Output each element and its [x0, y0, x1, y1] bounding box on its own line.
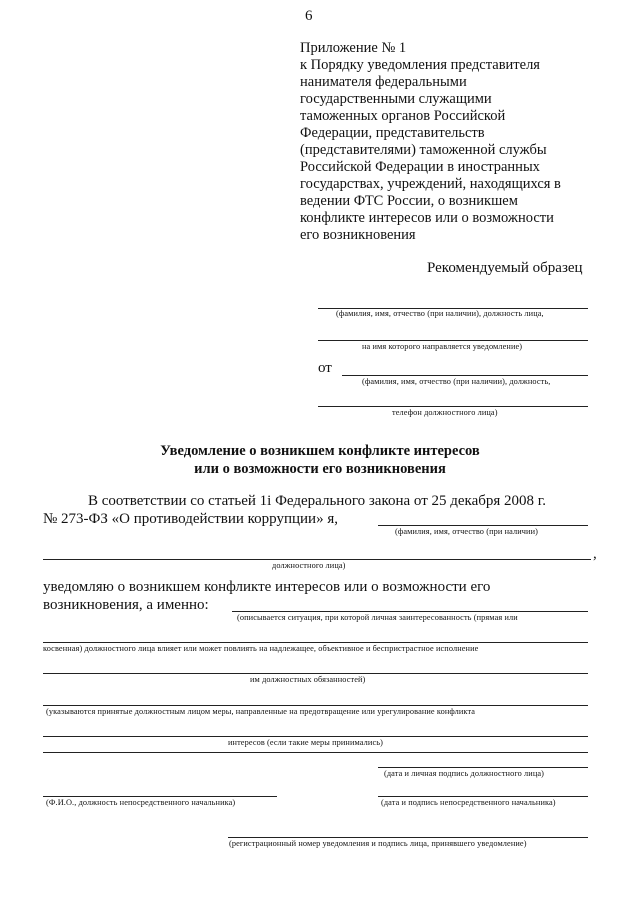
addressee-name-line-2[interactable] — [318, 340, 588, 341]
boss-fio-line[interactable] — [43, 796, 277, 797]
situation-caption-3: им должностных обязанностей) — [250, 675, 366, 684]
appendix-line: Приложение № 1 — [300, 40, 407, 56]
addressee-caption-2: на имя которого направляется уведомление) — [362, 342, 523, 351]
page-number: 6 — [305, 8, 313, 24]
sender-caption-1: (фамилия, имя, отчество (при наличии), должность, — [362, 377, 551, 386]
appendix-line: таможенных органов Российской — [300, 108, 506, 124]
appendix-line: Российской Федерации в иностранных — [300, 159, 540, 175]
body-line-3: уведомляю о возникшем конфликте интересов или о возможности его — [43, 579, 491, 595]
sender-caption-2: телефон должностного лица) — [392, 408, 498, 417]
sender-name-line[interactable] — [342, 375, 588, 376]
date-sign-line[interactable] — [378, 767, 588, 768]
registration-caption: (регистрационный номер уведомления и подпись лица, принявшего уведомление) — [229, 839, 527, 848]
appendix-line: его возникновения — [300, 227, 416, 243]
measures-line-1[interactable] — [43, 705, 588, 706]
measures-caption-2: интересов (если такие меры принимались) — [228, 738, 383, 747]
document-title-line-2: или о возможности его возникновения — [194, 461, 446, 477]
sample-label: Рекомендуемый образец — [427, 260, 583, 276]
from-label: от — [318, 360, 332, 376]
appendix-line: к Порядку уведомления представителя — [300, 57, 540, 73]
body-line-4: возникновения, а именно: — [43, 597, 209, 613]
boss-sign-line[interactable] — [378, 796, 588, 797]
situation-line-3[interactable] — [43, 673, 588, 674]
situation-line-2[interactable] — [43, 642, 588, 643]
measures-line-2[interactable] — [43, 736, 588, 737]
appendix-line: государствах, учреждений, находящихся в — [300, 176, 561, 192]
fio-caption: (фамилия, имя, отчество (при наличии) — [395, 527, 538, 536]
addressee-caption-1: (фамилия, имя, отчество (при наличии), должность лица, — [336, 309, 544, 318]
appendix-header — [300, 40, 600, 244]
appendix-line: нанимателя федеральными — [300, 74, 467, 90]
position-line[interactable] — [43, 559, 591, 560]
registration-line[interactable] — [228, 837, 588, 838]
appendix-line: конфликте интересов или о возможности — [300, 210, 554, 226]
situation-caption-2: косвенная) должностного лица влияет или может повлиять на надлежащее, объективное и беспристрастное исполнение — [43, 644, 479, 653]
situation-caption-1: (описывается ситуация, при которой личная заинтересованность (прямая или — [237, 613, 518, 622]
body-line-1: В соответствии со статьей 1і Федерального закона от 25 декабря 2008 г. — [88, 493, 547, 509]
measures-caption-1: (указываются принятые должностным лицом меры, направленные на предотвращение или урегулирование конфликта — [46, 707, 476, 716]
appendix-line: Федерации, представительств — [300, 125, 485, 141]
situation-line-1[interactable] — [232, 611, 588, 612]
body-line-2: № 273-ФЗ «О противодействии коррупции» я, — [43, 511, 338, 527]
extra-line[interactable] — [43, 752, 588, 753]
date-sign-caption: (дата и личная подпись должностного лица) — [384, 769, 545, 778]
comma: , — [593, 546, 597, 562]
appendix-line: государственными служащими — [300, 91, 492, 107]
position-caption: должностного лица) — [272, 561, 346, 570]
boss-sign-caption: (дата и подпись непосредственного начальника) — [381, 798, 556, 807]
document-title-line-1: Уведомление о возникшем конфликте интересов — [160, 443, 480, 459]
appendix-line: ведении ФТС России, о возникшем — [300, 193, 518, 209]
boss-fio-caption: (Ф.И.О., должность непосредственного начальника) — [46, 798, 236, 807]
sender-phone-line[interactable] — [318, 406, 588, 407]
appendix-line: (представителями) таможенной службы — [300, 142, 547, 158]
fio-line[interactable] — [378, 525, 588, 526]
